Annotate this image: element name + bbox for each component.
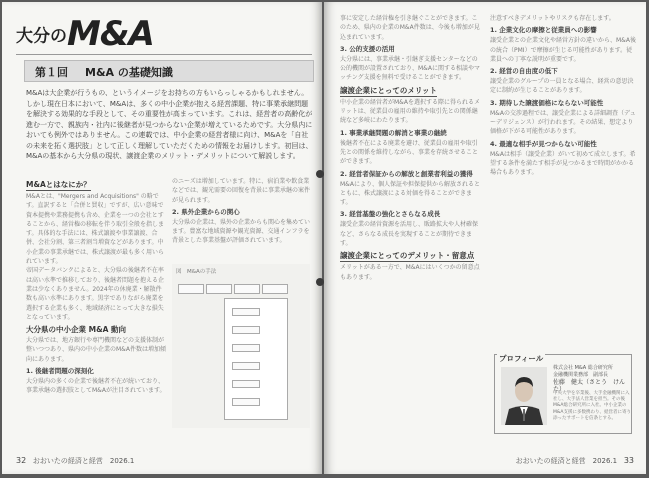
left-column-2 xyxy=(172,177,312,261)
profile-company: 株式会社 M&A 総合研究所 xyxy=(553,365,613,371)
body-text: 譲受企業との企業文化や経営方針の違いから、M&A後の統合（PMI）で摩擦が生じる可能性があります。従業員への丁寧な説明が重要です。 xyxy=(490,37,636,63)
left-page xyxy=(2,2,322,474)
body-text: 事に安定した経営権を引き継ぐことができます。このため、県内の企業のM&A件数は、今後も増加が見込まれています。 xyxy=(340,15,480,41)
body-text: 帝国データバンクによると、大分県の後継者不在率は高い水準で推移しており、後継者問題を抱える企業は少なくありません。2024年の休廃業・解散件数も高い水準にあります。黒字でありながら廃業を選択する企業も多く、地域経済にとって大きな損失となっています。 xyxy=(26,267,165,321)
body-text: M&Aとは、"Mergers and Acquisitions" の略です。直訳すると「合併と買収」ですが、広い意味で資本提携や業務提携も含め、企業を一つの会社とすることから、経営権の移転を伴う取引全般を指します。具体的な手法には、株式譲渡や事業譲渡、合併、会社分割、第三者割当増資などがあります。中小企業の事業承継では、株式譲渡が最も多く用いられています。 xyxy=(26,193,165,266)
section-heading: 譲渡企業にとってのメリット xyxy=(340,85,438,95)
left-footer xyxy=(16,456,134,466)
subsection-heading: 1. 後継者問題の深刻化 xyxy=(26,367,94,376)
subsection-heading: 4. 最適な相手が見つからない可能性 xyxy=(490,139,597,148)
section-heading: 譲渡企業にとってのデメリット・留意点 xyxy=(340,251,475,261)
binding-hole-top xyxy=(316,170,324,178)
series-title xyxy=(16,14,154,54)
intro-paragraph: M&Aは大企業が行うもの、というイメージをお持ちの方もいらっしゃるかもしれません。しかし現在日本において、M&Aは、多くの中小企業が抱える経営課題、特に事業承継問題を解決する効果的な手段として、その重要性が高まっています。これは、経営者の高齢化が進む一方で、親族内・社内に後継者が見つからない企業が増えているためです。大分県内においても例外ではありません。この連載では、中小企業の経営者様に向け、M&Aを「自社の未来を拓く選択肢」として正しく理解していただくための情報をお届けします。初回は、M&Aの基本から大分県の現状、譲渡企業のメリット・デメリットについて解説します。 xyxy=(26,89,313,160)
right-footer xyxy=(516,456,634,466)
binding-hole-bottom xyxy=(316,278,324,286)
subsection-heading: 2. 県外企業からの関心 xyxy=(172,207,240,216)
figure-node xyxy=(234,284,260,294)
body-text: 大分県には、事業承継・引継ぎ支援センターなどの公的機関が設置されており、M&Aに関する相談やマッチング支援を無料で受けることができます。 xyxy=(340,55,480,82)
subsection-heading: 1. 事業承継問題の解消と事業の継続 xyxy=(340,128,447,137)
figure-caption: 図 M&Aの手法 xyxy=(176,269,217,275)
series-title-ma: M&A xyxy=(67,14,154,54)
profile-name: 佐藤 健太（さとう けんた） xyxy=(553,379,626,393)
header-rule xyxy=(16,54,312,55)
body-text: 大分県では、地方銀行や専門機関などの支援体制が整いつつあり、県内の中小企業のM&A件数は増加傾向にあります。 xyxy=(26,337,166,363)
right-page xyxy=(324,2,646,474)
page-number-right: 33 xyxy=(623,456,634,465)
magazine-title-right: おおいたの経済と経営 2026.1 xyxy=(515,457,618,465)
profile-organization xyxy=(553,365,631,393)
figure-node xyxy=(232,344,260,352)
subsection-heading: 3. 経営基盤の強化とさらなる成長 xyxy=(340,210,441,219)
profile-label: プロフィール xyxy=(499,354,544,363)
right-column-1 xyxy=(340,14,480,444)
chapter-bar xyxy=(24,60,314,82)
profile-department: 金融機関業務部 副部長 xyxy=(553,372,609,378)
figure-node xyxy=(178,284,204,294)
profile-box xyxy=(494,354,632,434)
body-text: M&Aにより、個人保証や担保提供から解放されるとともに、株式譲渡による対価を得ることができます。 xyxy=(340,180,480,207)
body-text: 大分県内の多くの企業で後継者不在が続いており、事業承継の選択肢としてM&Aが注目されています。 xyxy=(26,378,166,395)
body-text: メリットがある一方で、M&Aにはいくつかの留意点もあります。 xyxy=(340,264,480,281)
subsection-heading: 1. 企業文化の摩擦と従業員への影響 xyxy=(490,26,597,35)
figure-node xyxy=(232,308,260,316)
figure-node xyxy=(206,284,232,294)
subsection-heading: 2. 経営者保証からの解放と創業者利益の獲得 xyxy=(340,169,473,178)
figure-node xyxy=(232,362,260,370)
left-column-1 xyxy=(26,177,166,439)
body-text: 中小企業の経営者がM&Aを選択する際に得られるメリットは、従業員の雇用の維持や取引先との関係継続など多岐にわたります。 xyxy=(340,98,480,125)
figure-node xyxy=(232,380,260,388)
chapter-title: M&A の基礎知識 xyxy=(85,66,173,79)
body-text: M&Aの交渉過程では、譲受企業による詳細調査（デューデリジェンス）が行われます。その結果、想定より価格が下がる可能性があります。 xyxy=(490,109,636,136)
right-column-2 xyxy=(490,14,636,348)
series-title-jp: 大分の xyxy=(16,26,67,47)
chapter-number: 第１回 xyxy=(35,66,68,79)
subsection-heading: 3. 公的支援の活用 xyxy=(340,44,395,53)
subsection-heading: 2. 経営の自由度の低下 xyxy=(490,67,558,76)
body-text: 後継者不在による廃業を避け、従業員の雇用や取引先との関係を維持しながら、事業を存続させることができます。 xyxy=(340,139,479,166)
figure-node xyxy=(262,284,288,294)
figure-node xyxy=(232,398,260,406)
profile-bio: 中央大学を卒業後、大手金融機関に入社し、大手法人営業を担当。その後M&A総合研究所に入社。中小企業のM&A支援に多数携わり、経営者に寄り添ったサポートを信条とする。 xyxy=(553,391,631,421)
section-heading: M&Aとはなにか？ xyxy=(26,180,91,189)
author-photo xyxy=(501,367,547,425)
body-text: のニーズは増加しています。特に、宿泊業や飲食業などでは、観光需要の回復を背景に事業承継の案件が見られます。 xyxy=(172,178,311,204)
subsection-heading: 3. 期待した譲渡価格にならない可能性 xyxy=(490,98,604,107)
body-text: 注意すべきデメリットやリスクも存在します。 xyxy=(490,15,615,22)
body-text: 譲受企業のグループの一員となる場合、経営の意思決定に制約が生じることがあります。 xyxy=(490,78,634,95)
figure-diagram xyxy=(172,264,310,428)
body-text: 大分県の企業は、県外の企業からも関心を集めています。豊富な地域資源や観光資源、交通インフラを背景とした事業基盤が評価されています。 xyxy=(172,218,311,245)
figure-node xyxy=(232,326,260,334)
section-heading: 大分県の中小企業 M&A 動向 xyxy=(26,325,127,335)
page-number-left: 32 xyxy=(16,456,27,465)
magazine-title-left: おおいたの経済と経営 2026.1 xyxy=(32,457,135,465)
body-text: M&Aは相手（譲受企業）がいて初めて成立します。希望する条件を満たす相手が見つかるまで時間がかかる場合もあります。 xyxy=(490,150,636,177)
body-text: 譲受企業の経営資源を活用し、販路拡大や人材確保など、さらなる成長を実現することが期待できます。 xyxy=(340,221,479,248)
